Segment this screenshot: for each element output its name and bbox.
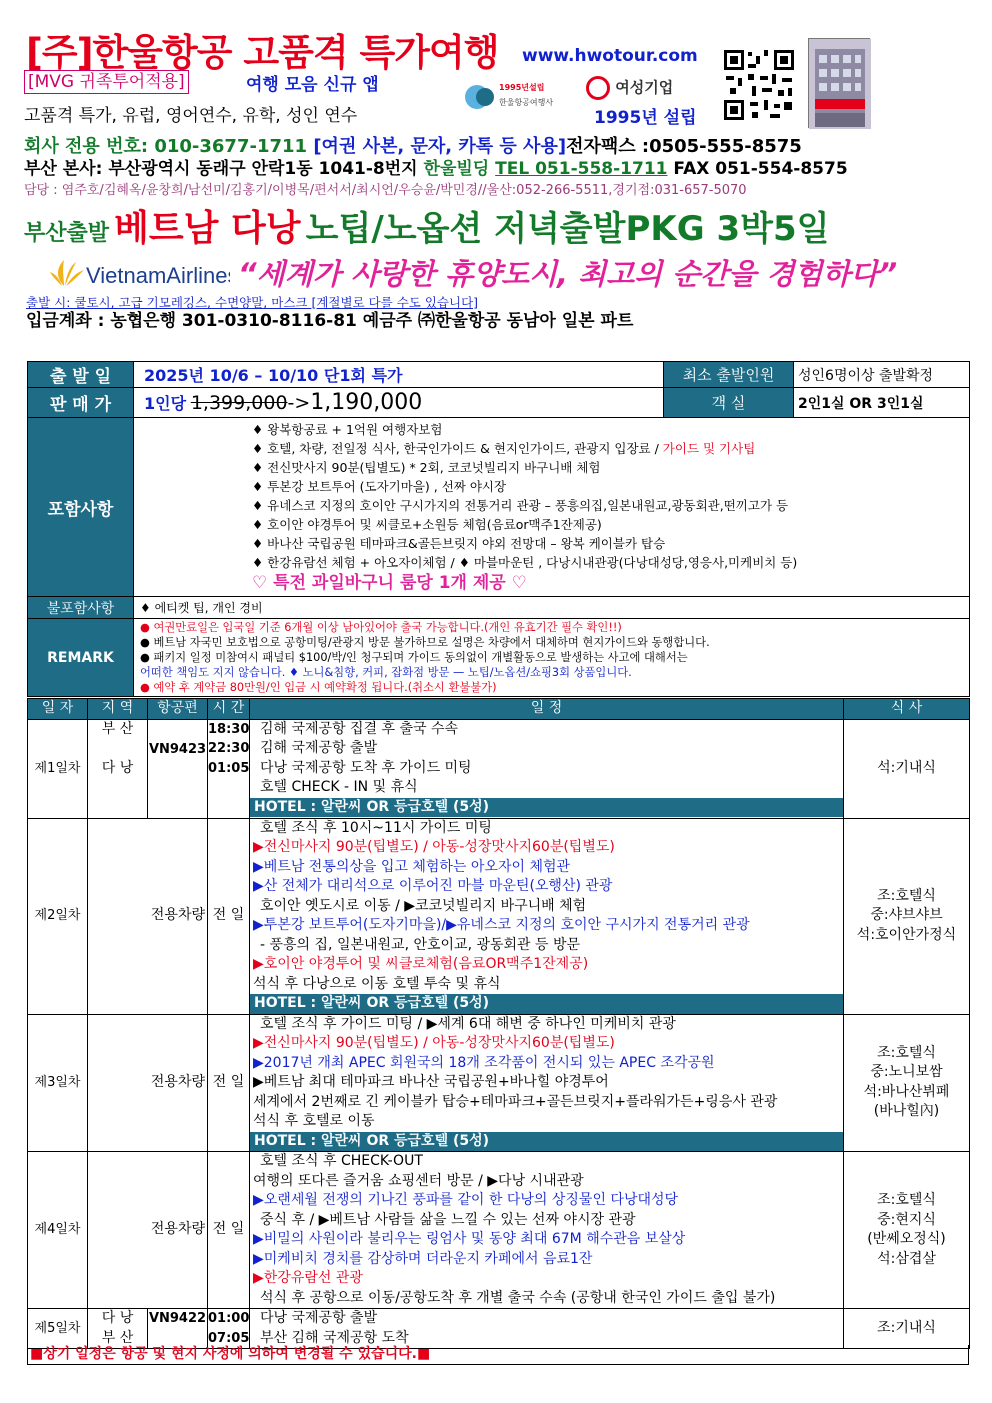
room-value: 2인1실 OR 3인1실 bbox=[794, 388, 970, 418]
day-cell: 제4일차 bbox=[28, 1152, 88, 1309]
remark-list bbox=[134, 619, 970, 697]
included-item: ♦ 한강유람선 체험 + 아오자이체험 / ♦ 마블마운틴 , 다낭시내관광(다낭대성당,영응사,미케비치 등) bbox=[252, 555, 798, 570]
company-title: [주]한울항공 고품격 특가여행 bbox=[26, 31, 499, 74]
excluded-label: 불포함사항 bbox=[28, 597, 134, 619]
building-photo bbox=[808, 38, 870, 128]
region-cell: 부 산 다 낭 bbox=[88, 719, 148, 818]
price-value: 1인당 1,399,000->1,190,000 bbox=[134, 388, 664, 418]
services-subtitle: 고품격 특가, 유럽, 영어연수, 유학, 성인 연수 bbox=[24, 106, 358, 126]
svg-text:한울항공여행사: 한울항공여행사 bbox=[499, 98, 554, 107]
bank-account: 입금계좌 : 농협은행 301-0310-8116-81 예금주 ㈜한울항공 동남아 일본 파트 bbox=[26, 311, 634, 331]
svg-text:VietnamAirlines: VietnamAirlines bbox=[86, 263, 230, 288]
women-business-logo: 여성기업 bbox=[586, 76, 673, 100]
slogan: “세계가 사랑한 휴양도시, 최고의 순간을 경험하다” bbox=[238, 257, 898, 291]
col-meal: 식 사 bbox=[844, 699, 970, 720]
time-cell: 18:30 22:30 01:05 bbox=[208, 719, 250, 818]
itinerary-cell: 호텔 조식 후 10시~11시 가이드 미팅 ▶전신마사지 90분(팁별도) / 아동-성장맛사지60분(팁별도) ▶베트남 전통의상을 입고 체험하는 아오자이 체험관 ▶산 전체가 대리석으로 이루어진 마블 마운틴(오행산) 관광 호이안 옛도시로 이동 / ▶코코넛빌리지 바구니배 체험 ▶투본강 보트투어(도자기마을)/▶유네스코 지정의 호이안 구시가지 전통거리 관광 - 풍흥의 집, 일본내원교, 안호이교, 광동회관 등 방문 ▶호이안 야경투어 및 씨클로체험(음료OR맥주1잔제공) 석식 후 다낭으로 이동 호텔 투숙 및 휴식 HOTEL : 알란씨 OR 등급호텔 (5성) bbox=[250, 818, 844, 1014]
product-title: 부산출발 베트남 다낭 노팁/노옵션 저녁출발PKG 3박5일 bbox=[24, 208, 830, 249]
table-row bbox=[28, 1014, 970, 1152]
table-row bbox=[28, 1309, 970, 1349]
qr-code-icon[interactable] bbox=[722, 48, 796, 122]
logo-text: 1995년설립 bbox=[499, 83, 545, 92]
remark-item: ● 베트남 자국민 보호법으로 공항미팅/관광지 방문 불가하므로 설명은 차량에서 대체하며 현지가이드와 동행합니다. bbox=[140, 636, 710, 649]
contact-line: 회사 전용 번호: 010-3677-1711 [여권 사본, 문자, 카톡 등 사용]전자팩스 :0505-555-8575 bbox=[24, 136, 802, 157]
excluded-value: ♦ 에티켓 팁, 개인 경비 bbox=[134, 597, 970, 619]
remark-item: ● 패키지 일정 미참여시 패널티 $100/박/인 청구되며 가이드 동의없이 개별활동으로 발생하는 사고에 대해서는 bbox=[140, 651, 688, 664]
itinerary-cell: 다낭 국제공항 출발 부산 김해 국제공항 도착 bbox=[250, 1309, 844, 1349]
time-cell: 전 일 bbox=[208, 818, 250, 1014]
col-flight: 항공편 bbox=[148, 699, 208, 720]
meal-cell: 조:호텔식 중:현지식 (반쎄오정식) 석:삼겹살 bbox=[844, 1152, 970, 1309]
table-row bbox=[28, 818, 970, 1014]
established-year: 1995년 설립 bbox=[594, 108, 697, 128]
itinerary-cell: 호텔 조식 후 CHECK-OUT 여행의 또다른 즐거움 쇼핑센터 방문 / ▶다낭 시내관광 ▶오랜세월 전쟁의 기나긴 풍파를 같이 한 다낭의 상징물인 다낭대성당 중식 후 / ▶베트남 사람들 삶을 느낄 수 있는 선짜 야시장 관광 ▶비밀의 사원이라 불리우는 링엄사 및 동양 최대 67M 해수관음 보살상 ▶미케비치 경치를 감상하며 더라운지 카페에서 음료1잔 ▶한강유람선 관광 석식 후 공항으로 이동/공항도착 후 개별 출국 수속 (공항내 한국인 가이드 출입 불가) bbox=[250, 1152, 844, 1309]
col-time: 시 간 bbox=[208, 699, 250, 720]
departure-note: 출발 시: 쿨토시, 고급 기모레깅스, 수면양말, 마스크 [계절별로 다를 수도 있습니다] bbox=[26, 295, 479, 310]
hotel-bar: HOTEL : 알란씨 OR 등급호텔 (5성) bbox=[250, 994, 843, 1014]
company-logo bbox=[463, 77, 571, 113]
staff-list: 담당 : 염주호/김혜옥/윤창희/남선미/김홍기/이병목/편서서/최시언/우승윤/박민경//울산:052-266-5511,경기점:031-657-5070 bbox=[24, 183, 747, 198]
day-cell: 제1일차 bbox=[28, 719, 88, 818]
day-cell: 제5일차 bbox=[28, 1309, 88, 1349]
min-people-value: 성인6명이상 출발확정 bbox=[794, 362, 970, 388]
table-row bbox=[28, 719, 970, 818]
time-cell: 전 일 bbox=[208, 1014, 250, 1152]
included-item: ♦ 유네스코 지정의 호이안 구시가지의 전통거리 관광 – 풍흥의집,일본내원교,광동회관,떤끼고가 등 bbox=[252, 498, 789, 513]
depart-value: 2025년 10/6 – 10/10 단1회 특가 bbox=[134, 362, 664, 388]
included-item: ♦ 바나산 국립공원 테마파크&골든브릿지 야외 전망대 – 왕복 케이블카 탑승 bbox=[252, 536, 666, 551]
special-offer: ♡ 특전 과일바구니 룸당 1개 제공 ♡ bbox=[252, 573, 527, 593]
col-itinerary: 일 정 bbox=[250, 699, 844, 720]
table-row bbox=[28, 1152, 970, 1309]
included-label: 포함사항 bbox=[28, 418, 134, 597]
flight-cell: VN9422 bbox=[148, 1309, 208, 1349]
region-cell: 다 낭 부 산 bbox=[88, 1309, 148, 1349]
day-cell: 제3일차 bbox=[28, 1014, 88, 1152]
included-item: ♦ 왕복항공료 + 1억원 여행자보험 bbox=[252, 422, 443, 437]
depart-label: 출 발 일 bbox=[28, 362, 134, 388]
time-cell: 01:00 07:05 bbox=[208, 1309, 250, 1349]
itinerary-cell: 호텔 조식 후 가이드 미팅 / ▶세계 6대 해변 중 하나인 미케비치 관광 ▶전신마사지 90분(팁별도) / 아동-성장맛사지60분(팁별도) ▶2017년 개최 APEC 회원국의 18개 조각품이 전시되 있는 APEC 조각공원 ▶베트남 최대 테마파크 바나산 국립공원+바나힐 야경투어 세계에서 2번째로 긴 케이블카 탑승+테마파크+골든브릿지+플라워가든+링응사 관광 석식 후 호텔로 이동 HOTEL : 알란씨 OR 등급호텔 (5성) bbox=[250, 1014, 844, 1152]
vietnam-airlines-logo bbox=[50, 256, 230, 292]
website-link[interactable]: www.hwotour.com bbox=[522, 46, 698, 66]
meal-cell: 조:호텔식 중:노니보쌈 석:바나산뷔페 (바나힐內) bbox=[844, 1014, 970, 1152]
summary-table bbox=[27, 361, 970, 697]
remark-item: 어떠한 책임도 지지 않습니다. ♦ 노니&침향, 커피, 잡화점 방문 — 노팁/노옵션/쇼핑3회 상품입니다. bbox=[140, 666, 632, 679]
footer-notice: ■상기 일정은 항공 및 현지 사정에 의하여 변경될 수 있습니다.■ bbox=[27, 1345, 969, 1365]
room-label: 객 실 bbox=[664, 388, 794, 418]
included-list bbox=[134, 418, 970, 597]
included-item: ♦ 전신맛사지 90분(팁별도) * 2회, 코코넛빌리지 바구니배 체험 bbox=[252, 460, 601, 475]
schedule-table bbox=[27, 698, 970, 1349]
time-cell: 전 일 bbox=[208, 1152, 250, 1309]
remark-item: ● 여권만료일은 입국일 기준 6개월 이상 남아있어야 출국 가능합니다.(개인 유효기간 필수 확인!!) bbox=[140, 621, 622, 634]
included-item: ♦ 투본강 보트투어 (도자기마을) , 선짜 야시장 bbox=[252, 479, 507, 494]
day-cell: 제2일차 bbox=[28, 818, 88, 1014]
transport-cell: 전용차량 bbox=[88, 818, 208, 1014]
price-label: 판 매 가 bbox=[28, 388, 134, 418]
mvg-badge: [MVG 귀족투어적용] bbox=[24, 70, 189, 94]
flight-cell: VN9423 bbox=[148, 719, 208, 818]
remark-item: ● 예약 후 계약금 80만원/인 입금 시 예약확정 됩니다.(취소시 환불불가) bbox=[140, 681, 497, 694]
included-item: ♦ 호텔, 차량, 전일정 식사, 한국인가이드 & 현지인가이드, 관광지 입장료 / 가이드 및 기사팁 bbox=[252, 441, 756, 456]
transport-cell: 전용차량 bbox=[88, 1152, 208, 1309]
remark-label: REMARK bbox=[28, 619, 134, 697]
address-line: 부산 본사: 부산광역시 동래구 안락1동 1041-8번지 한울빌딩 TEL 051-558-1711 FAX 051-554-8575 bbox=[24, 159, 848, 179]
col-day: 일 자 bbox=[28, 699, 88, 720]
included-item: ♦ 호이안 야경투어 및 씨클로+소원등 체험(음료or맥주1잔제공) bbox=[252, 517, 602, 532]
app-label: 여행 모음 신규 앱 bbox=[246, 75, 379, 95]
transport-cell: 전용차량 bbox=[88, 1014, 208, 1152]
women-business-icon bbox=[586, 76, 610, 100]
hotel-bar: HOTEL : 알란씨 OR 등급호텔 (5성) bbox=[250, 1132, 843, 1152]
min-people-label: 최소 출발인원 bbox=[664, 362, 794, 388]
hotel-bar: HOTEL : 알란씨 OR 등급호텔 (5성) bbox=[250, 798, 843, 818]
meal-cell: 조:호텔식 중:샤브샤브 석:호이안가정식 bbox=[844, 818, 970, 1014]
meal-cell: 석:기내식 bbox=[844, 719, 970, 818]
itinerary-cell: 김해 국제공항 집결 후 출국 수속 김해 국제공항 출발 다낭 국제공항 도착 후 가이드 미팅 호텔 CHECK - IN 및 휴식 HOTEL : 알란씨 OR 등급호텔 (5성) bbox=[250, 719, 844, 818]
col-region: 지 역 bbox=[88, 699, 148, 720]
meal-cell: 조:기내식 bbox=[844, 1309, 970, 1349]
